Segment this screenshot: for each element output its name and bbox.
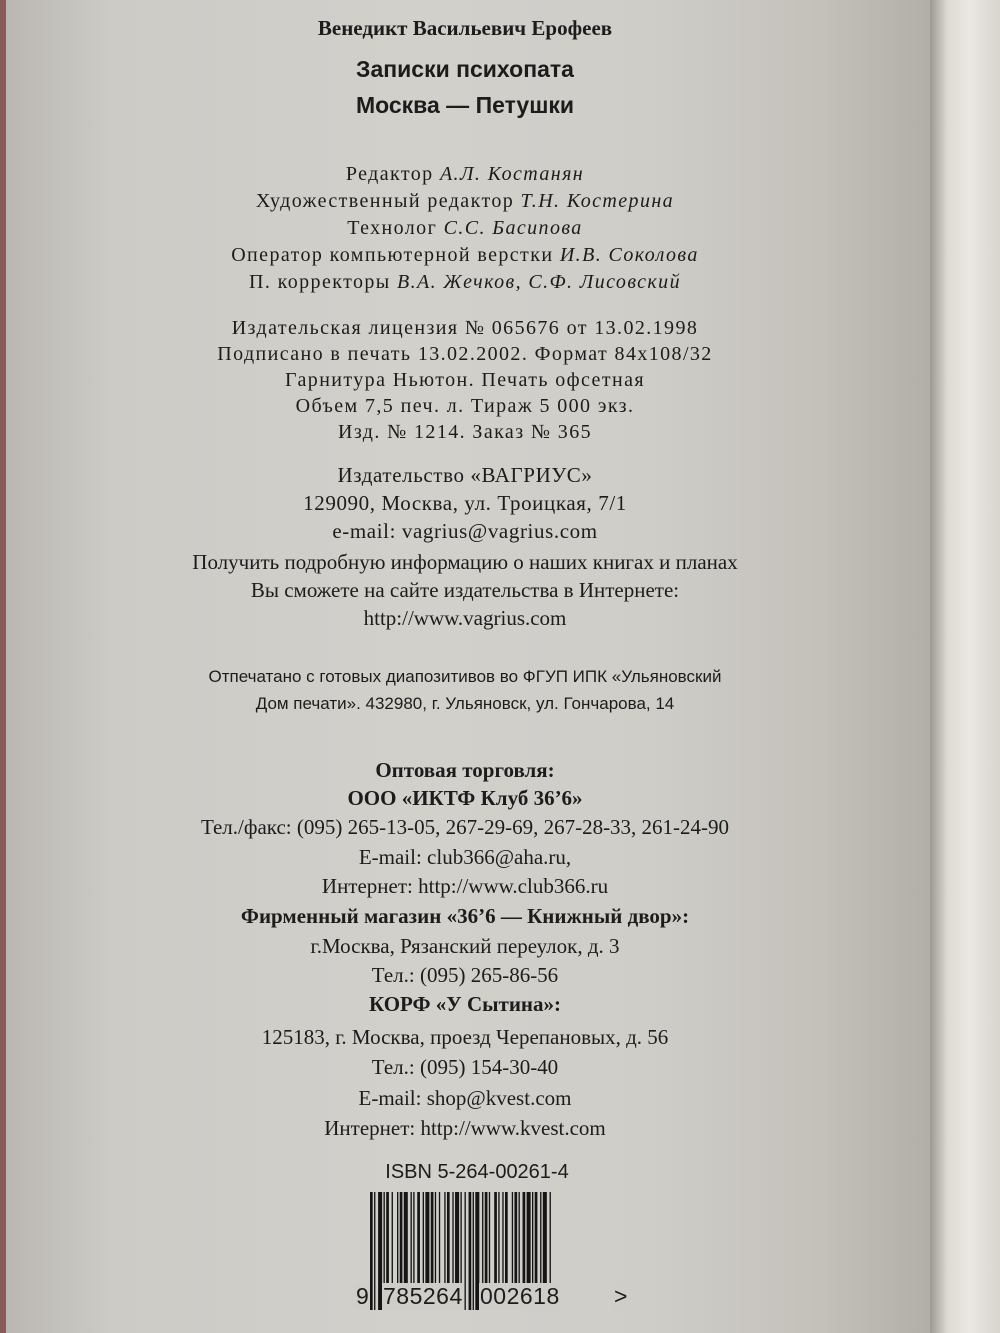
barcode-digit-lead: 9 [356,1283,369,1309]
wholesale-web: Интернет: http://www.club366.ru [321,874,609,898]
credit-role: Художественный редактор [255,190,515,212]
publisher-address: 129090, Москва, ул. Троицкая, 7/1 [303,491,627,515]
printer-line-1: Отпечатано с готовых диапозитивов во ФГУП ИПК «Ульяновский [208,667,722,686]
imprint-order: Изд. № 1214. Заказ № 365 [337,421,592,443]
publisher-info-line-1: Получить подробную информацию о наших книгах и планах [192,550,738,574]
credit-person: В.А. Жечков, С.Ф. Лисовский [397,271,681,293]
korf-email: E-mail: shop@kvest.com [358,1086,572,1110]
credit-role: П. корректоры [249,271,391,293]
credit-person: С.С. Басипова [443,217,583,239]
credit-art-editor [0,191,930,211]
korf-heading: КОРФ «У Сытина»: [368,992,562,1016]
credit-layout-operator [0,245,930,265]
store-phone: Тел.: (095) 265-86-56 [371,963,559,987]
credit-role: Редактор [345,163,434,185]
wholesale-heading: Оптовая торговля: [375,758,555,782]
title-2: Москва — Петушки [355,92,575,118]
barcode-digits-left: 785264 [383,1283,463,1309]
barcode-digits [355,1283,635,1317]
credit-role: Оператор компьютерной верстки [231,244,554,266]
credit-technologist [0,218,930,238]
publisher-website: http://www.vagrius.com [363,606,567,630]
credit-role: Технолог [347,217,438,239]
imprint-typeface: Гарнитура Ньютон. Печать офсетная [285,369,645,391]
credit-proofreaders [0,272,930,292]
imprint-volume: Объем 7,5 печ. л. Тираж 5 000 экз. [295,395,635,417]
credit-person: Т.Н. Костерина [520,190,675,212]
adjacent-page-edge [930,0,1000,1333]
korf-phone: Тел.: (095) 154-30-40 [371,1055,559,1079]
store-heading: Фирменный магазин «36’6 — Книжный двор»: [240,904,690,928]
publisher-info-line-2: Вы сможете на сайте издательства в Интернете: [250,578,680,602]
credit-person: И.В. Соколова [559,244,699,266]
imprint-license: Издательская лицензия № 065676 от 13.02.1998 [231,317,699,339]
credit-person: А.Л. Костанян [439,163,585,185]
title-1: Записки психопата [356,56,574,82]
isbn-label: ISBN 5-264-00261-4 [385,1161,569,1183]
publisher-name: Издательство «ВАГРИУС» [337,463,593,487]
korf-web: Интернет: http://www.kvest.com [324,1116,606,1140]
barcode-tail-mark: > [614,1283,628,1309]
imprint-signed: Подписано в печать 13.02.2002. Формат 84х108/32 [217,343,713,365]
credit-editor [0,164,930,184]
korf-address: 125183, г. Москва, проезд Черепановых, д. 56 [261,1025,669,1049]
wholesale-company: ООО «ИКТФ Клуб 36’6» [347,786,583,810]
author-name: Венедикт Васильевич Ерофеев [317,16,613,40]
printer-line-2: Дом печати». 432980, г. Ульяновск, ул. Гончарова, 14 [255,694,675,713]
publisher-email: e-mail: vagrius@vagrius.com [332,519,598,543]
barcode-digits-right: 002618 [480,1283,560,1309]
wholesale-email: E-mail: club366@aha.ru, [358,845,572,869]
wholesale-phone: Тел./факс: (095) 265-13-05, 267-29-69, 267-28-33, 261-24-90 [200,815,730,839]
store-address: г.Москва, Рязанский переулок, д. 3 [310,934,620,958]
